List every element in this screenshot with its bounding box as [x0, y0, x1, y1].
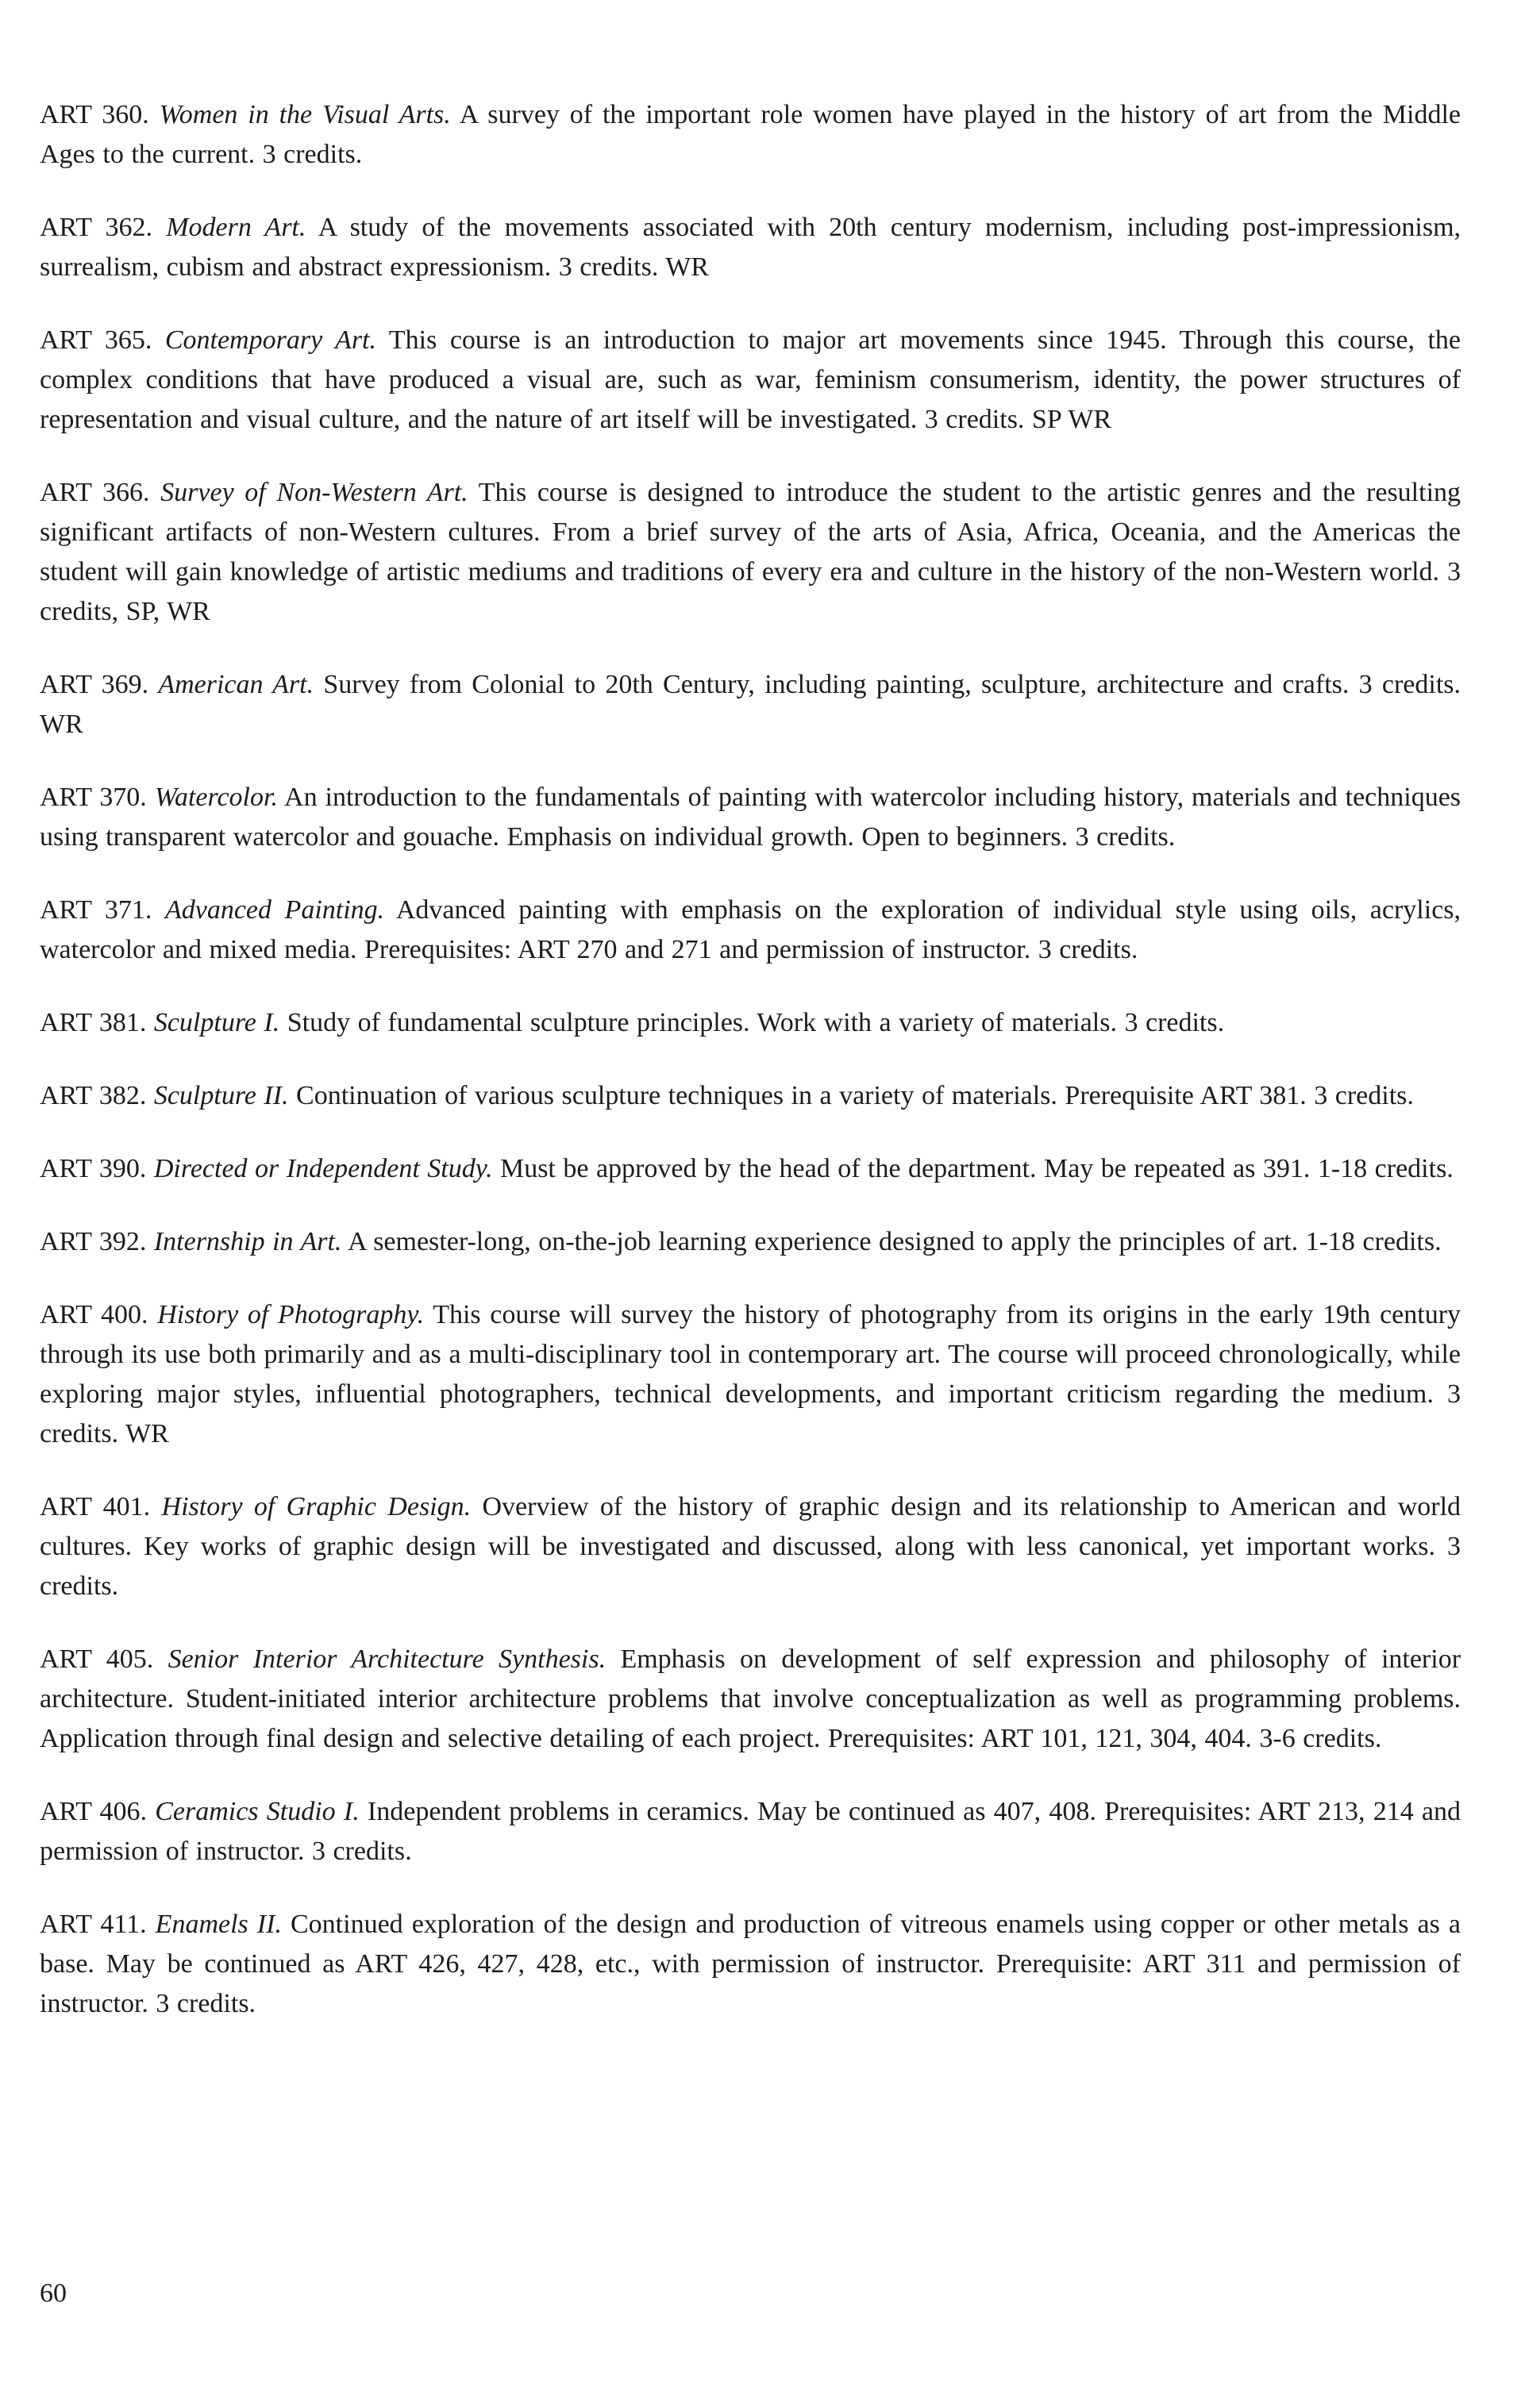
course-entry: [40, 95, 1461, 175]
course-entry: [40, 473, 1461, 632]
course-entry: [40, 1487, 1461, 1606]
course-description: A study of the movements associated with 20th century modernism, including post-impressionism, surrealism, cubism and abstract expressionism. 3 credits. WR: [40, 213, 1461, 282]
course-code: ART 381.: [40, 1008, 147, 1037]
course-code: ART 411.: [40, 1910, 147, 1939]
course-code: ART 406.: [40, 1797, 148, 1826]
course-title: History of Graphic Design.: [161, 1492, 472, 1521]
course-title: Ceramics Studio I.: [155, 1797, 360, 1826]
course-list: [40, 95, 1461, 2057]
course-title: Women in the Visual Arts.: [159, 100, 451, 129]
course-description: Continuation of various sculpture techniques in a variety of materials. Prerequisite ART 381. 3 credits.: [296, 1081, 1414, 1110]
course-code: ART 392.: [40, 1227, 147, 1256]
course-description: Must be approved by the head of the department. May be repeated as 391. 1-18 credits.: [499, 1154, 1454, 1183]
course-description: Emphasis on development of self expression and philosophy of interior architecture. Student-initiated interior architecture problems that involve conceptualization as well as programming problems. Application through final design and selective detailing of each project. Prerequisites: ART 101, 121, 304, 404. 3-6 credits.: [40, 1644, 1461, 1753]
course-description: This course is designed to introduce the student to the artistic genres and the resulting significant artifacts of non-Western cultures. From a brief survey of the arts of Asia, Africa, Oceania, and the Americas the student will gain knowledge of artistic mediums and traditions of every era and culture in the history of the non-Western world. 3 credits, SP, WR: [40, 478, 1461, 626]
course-code: ART 365.: [40, 325, 152, 355]
course-title: Watercolor.: [154, 783, 278, 812]
course-title: Directed or Independent Study.: [153, 1154, 493, 1183]
course-entry: [40, 208, 1461, 287]
course-description: Independent problems in ceramics. May be continued as 407, 408. Prerequisites: ART 213, 214 and permission of instructor. 3 credits.: [40, 1797, 1461, 1866]
course-description: Study of fundamental sculpture principles. Work with a variety of materials. 3 credits.: [287, 1008, 1225, 1037]
course-title: American Art.: [158, 670, 314, 699]
course-entry: [40, 890, 1461, 970]
course-description: Advanced painting with emphasis on the exploration of individual style using oils, acrylics, watercolor and mixed media. Prerequisites: ART 270 and 271 and permission of instructor. 3 credits.: [40, 895, 1461, 964]
course-code: ART 371.: [40, 895, 152, 925]
course-entry: [40, 1640, 1461, 1759]
course-code: ART 390.: [40, 1154, 147, 1183]
course-title: Internship in Art.: [153, 1227, 342, 1256]
course-code: ART 382.: [40, 1081, 147, 1110]
course-code: ART 360.: [40, 100, 149, 129]
course-entry: [40, 1295, 1461, 1454]
course-description: This course is an introduction to major art movements since 1945. Through this course, the complex conditions that have produced a visual are, such as war, feminism consumerism, identity, the power structures of representation and visual culture, and the nature of art itself will be investigated. 3 credits. SP WR: [40, 325, 1461, 434]
course-description: Survey from Colonial to 20th Century, including painting, sculpture, architecture and crafts. 3 credits. WR: [40, 670, 1461, 739]
course-code: ART 362.: [40, 213, 153, 242]
course-code: ART 366.: [40, 478, 150, 507]
course-entry: [40, 665, 1461, 744]
course-code: ART 400.: [40, 1300, 148, 1329]
course-title: Sculpture I.: [153, 1008, 280, 1037]
course-description: A survey of the important role women have played in the history of art from the Middle Ages to the current. 3 credits.: [40, 100, 1461, 169]
course-description: Overview of the history of graphic design and its relationship to American and world cultures. Key works of graphic design will be investigated and discussed, along with less canonical, yet important works. 3 credits.: [40, 1492, 1461, 1601]
course-description: Continued exploration of the design and production of vitreous enamels using copper or other metals as a base. May be continued as ART 426, 427, 428, etc., with permission of instructor. Prerequisite: ART 311 and permission of instructor. 3 credits.: [40, 1910, 1461, 2018]
course-entry: [40, 1076, 1461, 1116]
course-title: Survey of Non-Western Art.: [160, 478, 468, 507]
course-title: Enamels II.: [155, 1910, 282, 1939]
course-description: A semester-long, on-the-job learning experience designed to apply the principles of art. 1-18 credits.: [348, 1227, 1442, 1256]
course-title: Senior Interior Architecture Synthesis.: [168, 1644, 607, 1674]
course-title: Modern Art.: [166, 213, 306, 242]
course-code: ART 405.: [40, 1644, 154, 1674]
course-description: This course will survey the history of photography from its origins in the early 19th century through its use both primarily and as a multi-disciplinary tool in contemporary art. The course will proceed chronologically, while exploring major styles, influential photographers, technical developments, and important criticism regarding the medium. 3 credits. WR: [40, 1300, 1461, 1448]
course-title: Sculpture II.: [153, 1081, 289, 1110]
course-entry: [40, 1905, 1461, 2024]
course-title: Advanced Painting.: [164, 895, 385, 925]
course-description: An introduction to the fundamentals of painting with watercolor including history, materials and techniques using transparent watercolor and gouache. Emphasis on individual growth. Open to beginners. 3 credits.: [40, 783, 1461, 852]
course-entry: [40, 1792, 1461, 1871]
course-entry: [40, 1222, 1461, 1262]
course-code: ART 369.: [40, 670, 149, 699]
course-entry: [40, 321, 1461, 440]
course-code: ART 370.: [40, 783, 147, 812]
course-code: ART 401.: [40, 1492, 151, 1521]
course-entry: [40, 778, 1461, 857]
course-entry: [40, 1003, 1461, 1043]
course-entry: [40, 1149, 1461, 1189]
course-title: History of Photography.: [157, 1300, 425, 1329]
page-number: 60: [40, 2279, 67, 2308]
course-title: Contemporary Art.: [164, 325, 376, 355]
